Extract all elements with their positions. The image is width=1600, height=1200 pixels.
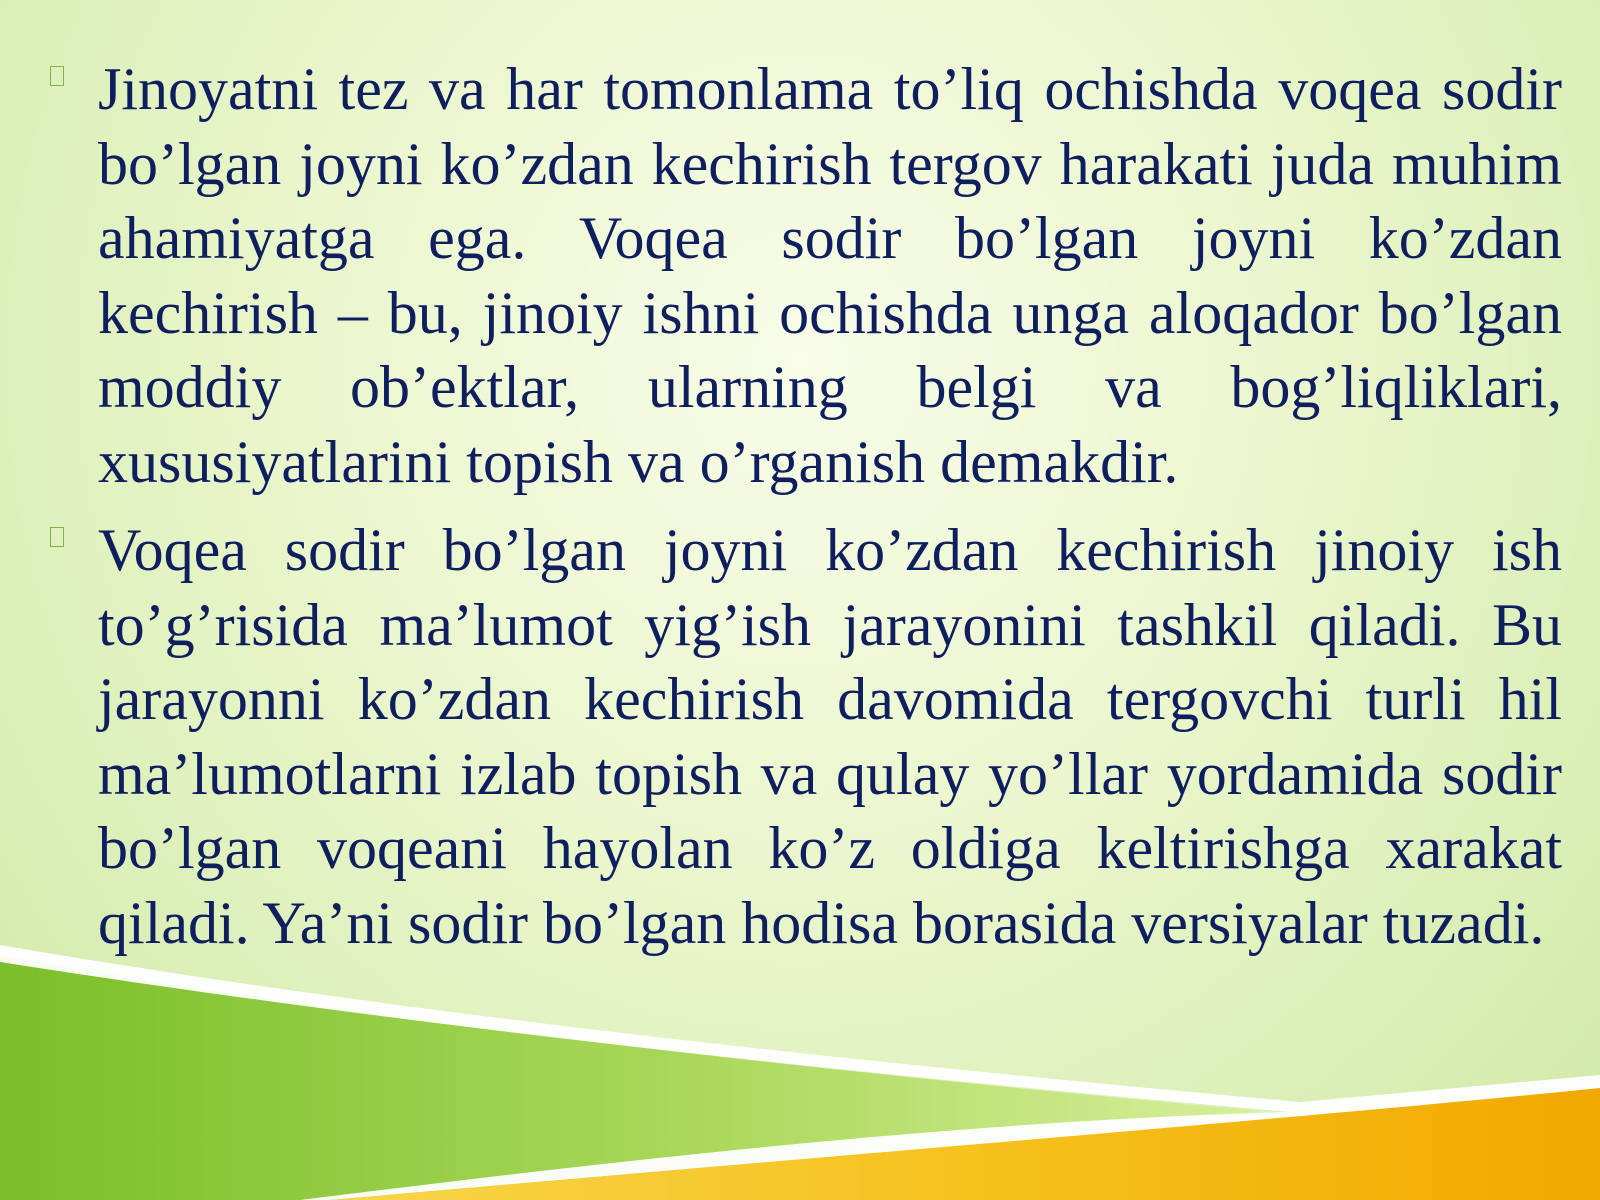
bullet-square-icon: [50, 66, 64, 86]
bullet-text-1: Jinoyatni tez va har tomonlama to’liq ochishda voqea sodir bo’lgan joyni ko’zdan kechirish tergov harakati juda muhim ahamiyatga ega. Voqea sodir bo’lgan joyni ko’zdan kechirish – bu, jinoiy ishni ochishda unga aloqador bo’lgan moddiy ob’ektlar, ularning belgi va bog’liqliklari, xususiyatlarini topish va o’rganish demakdir.: [98, 56, 1562, 495]
bullet-square-icon: [50, 527, 64, 547]
bullet-text-2: Voqea sodir bo’lgan joyni ko’zdan kechirish jinoiy ish to’g’risida ma’lumot yig’ish jarayonini tashkil qiladi. Bu jarayonni ko’zdan kechirish davomida tergovchi turli hil ma’lumotlarni izlab topish va qulay yo’llar yordamida sodir bo’lgan voqeani hayolan ko’z oldiga keltirishga xarakat qiladi. Ya’ni sodir bo’lgan hodisa borasida versiyalar tuzadi.: [98, 517, 1562, 956]
bullet-list: [48, 52, 1562, 974]
bullet-item-2: [48, 513, 1562, 960]
bullet-item-1: [48, 52, 1562, 499]
